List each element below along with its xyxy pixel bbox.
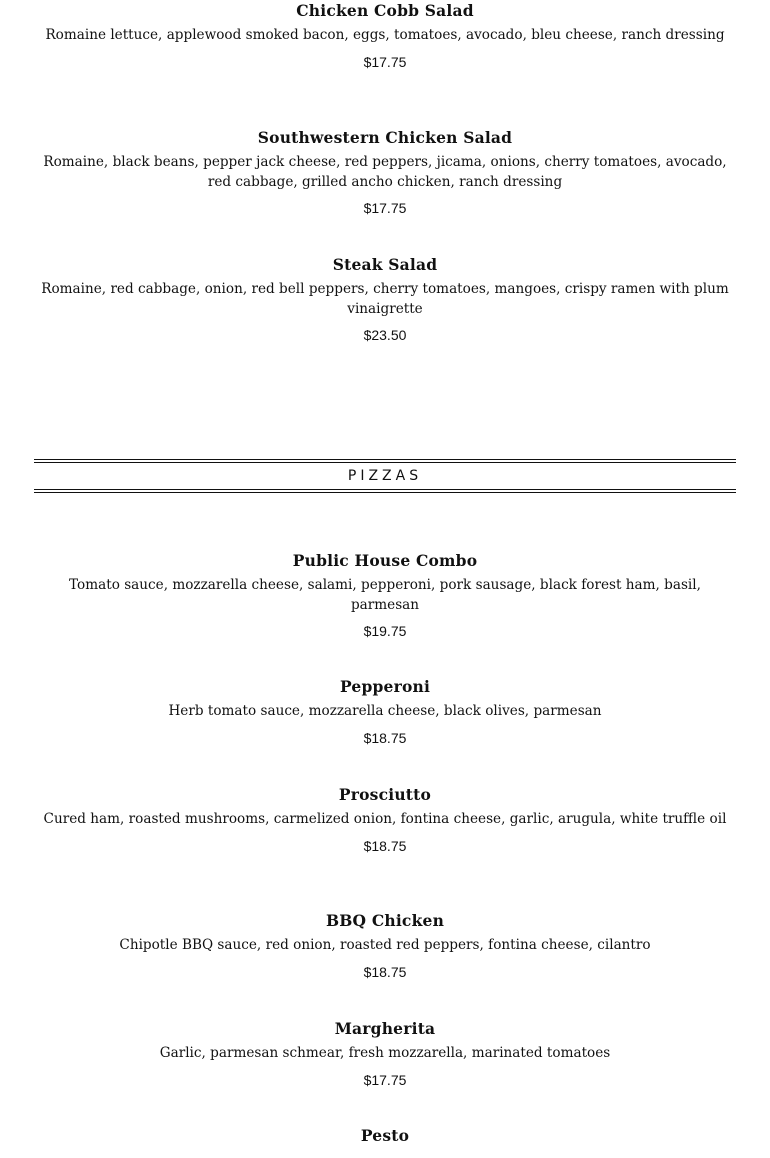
item-price: $17.75: [363, 200, 407, 216]
item-name: Public House Combo: [292, 551, 478, 570]
item-name: Southwestern Chicken Salad: [257, 128, 513, 147]
menu-item-pepperoni: [34, 676, 736, 747]
bottom-rule-inner: [34, 489, 736, 490]
item-price: $17.75: [363, 53, 407, 70]
item-name: Margherita: [334, 1019, 436, 1038]
item-price: $17.75: [363, 1071, 407, 1088]
item-description: Cured ham, roasted mushrooms, carmelized onion, fontina cheese, garlic, arugula, white truffle oil: [43, 811, 727, 827]
item-price: $19.75: [363, 623, 407, 639]
section-title: PIZZAS: [347, 468, 423, 484]
menu-item-bbq-chicken: [34, 910, 736, 981]
item-description: Tomato sauce, mozzarella cheese, salami, pepperoni, pork sausage, black forest ham, basil, parmesan: [69, 577, 701, 613]
item-price: $18.75: [363, 963, 407, 980]
menu-item-steak-salad: [34, 254, 736, 344]
item-name: Prosciutto: [338, 785, 432, 804]
item-name: Pepperoni: [339, 677, 431, 696]
menu-item-chicken-cobb-salad: [34, 0, 736, 71]
menu-item-prosciutto: [34, 784, 736, 855]
item-description: Romaine, black beans, pepper jack cheese, red peppers, jicama, onions, cherry tomatoes, avocado, red cabbage, grilled ancho chicken, ranch dressing: [43, 154, 727, 190]
item-name: Chicken Cobb Salad: [296, 1, 474, 20]
item-name: BBQ Chicken: [325, 911, 445, 930]
menu-item-southwestern-chicken-salad: [34, 127, 736, 217]
item-name: Steak Salad: [332, 255, 438, 274]
item-description: Romaine lettuce, applewood smoked bacon, eggs, tomatoes, avocado, bleu cheese, ranch dressing: [45, 27, 725, 43]
item-description: Chipotle BBQ sauce, red onion, roasted red peppers, fontina cheese, cilantro: [119, 937, 651, 953]
pizzas-section-header: [34, 459, 736, 493]
top-rule-outer: [34, 459, 736, 460]
item-price: $18.75: [363, 729, 407, 746]
bottom-rule-outer: [34, 492, 736, 493]
item-description: Romaine, red cabbage, onion, red bell peppers, cherry tomatoes, mangoes, crispy ramen with plum vinaigrette: [41, 281, 729, 317]
item-price: $18.75: [363, 837, 407, 854]
top-rule-inner: [34, 462, 736, 463]
item-name: Pesto: [360, 1126, 410, 1145]
menu-item-margherita: [34, 1018, 736, 1089]
menu-item-public-house-combo: [34, 550, 736, 640]
item-price: $23.50: [363, 327, 407, 343]
menu-item-pesto: [34, 1125, 736, 1147]
item-description: Garlic, parmesan schmear, fresh mozzarella, marinated tomatoes: [159, 1045, 611, 1061]
item-description: Herb tomato sauce, mozzarella cheese, black olives, parmesan: [168, 703, 602, 719]
